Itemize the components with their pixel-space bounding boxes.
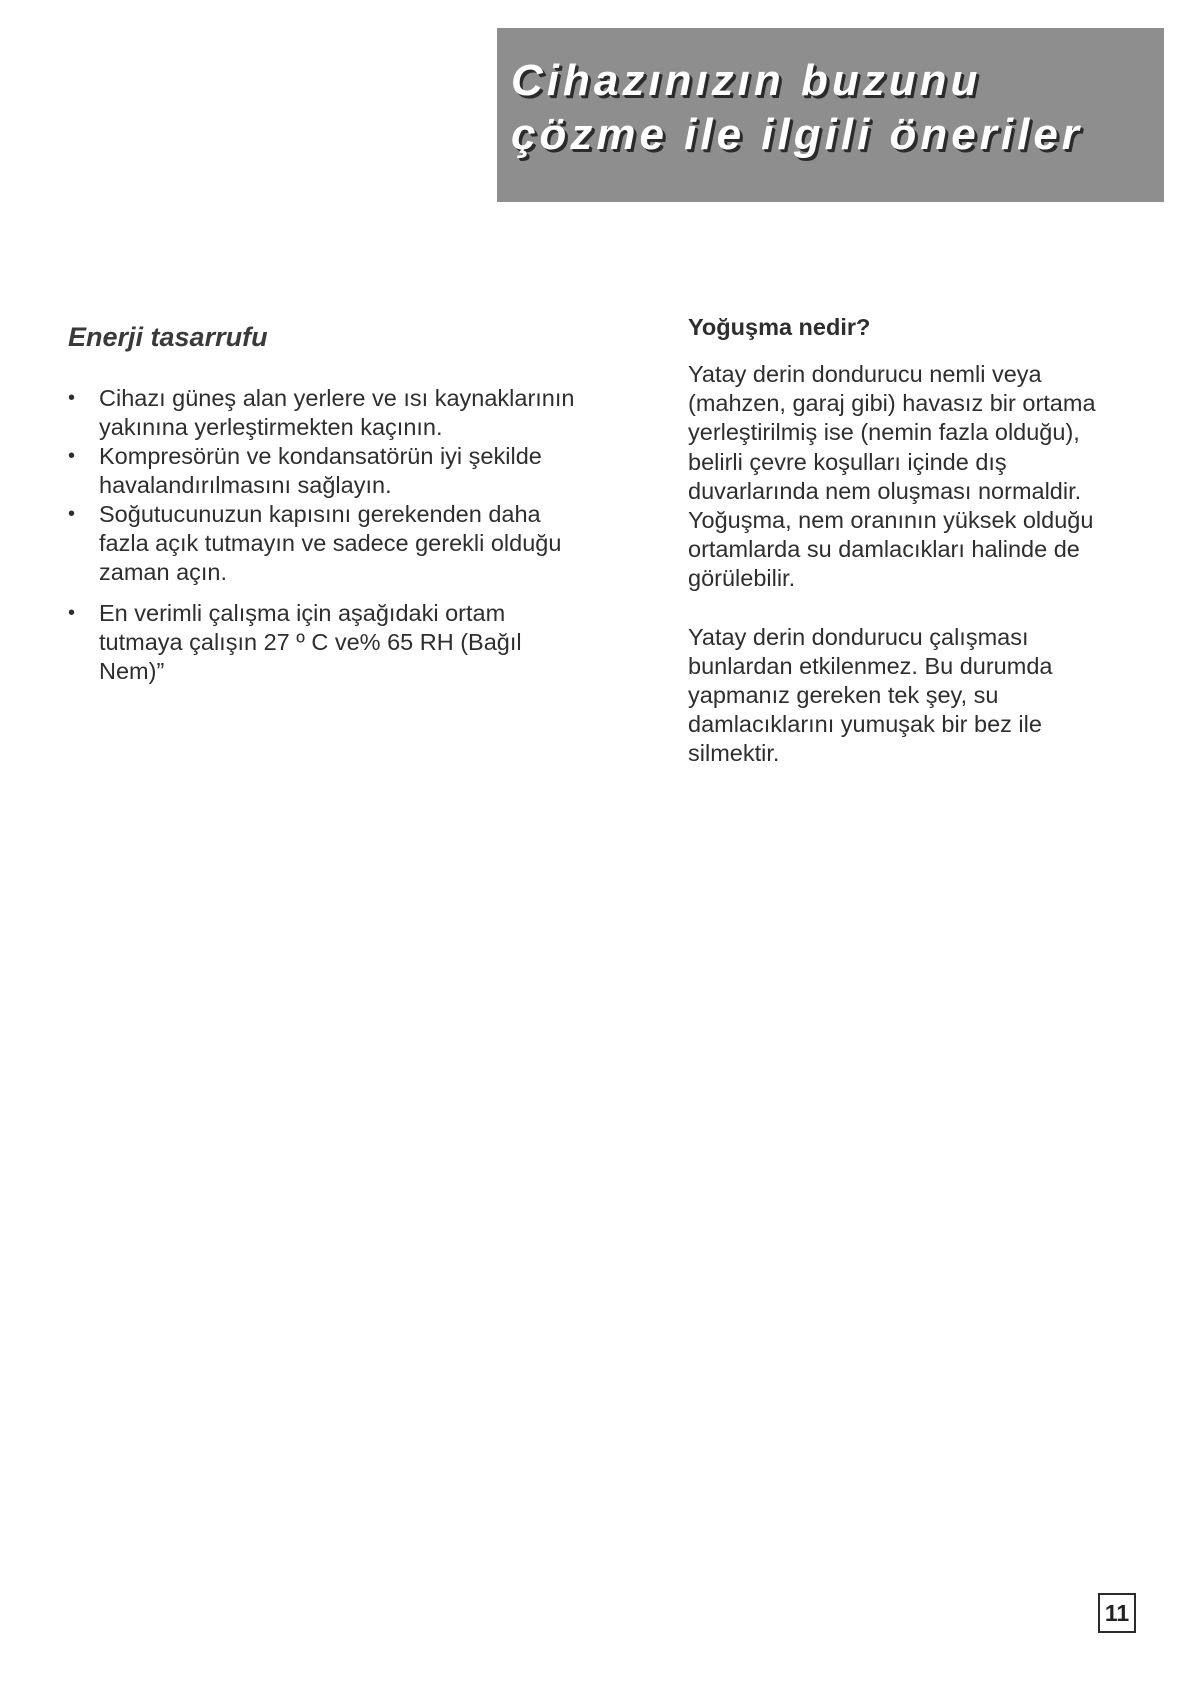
list-item-text: Kompresörün ve kondansatörün iyi şekilde havalandırılmasını sağlayın. — [99, 443, 542, 498]
list-item — [68, 384, 648, 442]
list-item — [68, 599, 648, 686]
energy-saving-heading: Enerji tasarrufu — [68, 322, 268, 352]
bullet-icon: • — [68, 445, 76, 467]
condensation-paragraph-1: Yatay derin dondurucu nemli veya (mahzen, garaj gibi) havasız bir ortama yerleştirilmiş ise (nemin fazla olduğu), belirli çevre koşulları içinde dış duvarlarında nem oluşması normaldir. Yoğuşma, nem oranının yüksek olduğu ortamlarda su damlacıkları halinde de görülebilir. — [688, 361, 1096, 592]
list-item — [68, 500, 648, 587]
condensation-paragraph-2: Yatay derin dondurucu çalışması bunlardan etkilenmez. Bu durumda yapmanız gereken tek şey, su damlacıklarını yumuşak bir bez ile silmektir. — [688, 623, 1053, 767]
list-item — [68, 442, 648, 500]
page-title-line-1: Cihazınızın buzunu — [511, 56, 982, 105]
bullet-icon: • — [68, 503, 76, 525]
list-item-text: Cihazı güneş alan yerlere ve ısı kaynaklarının yakınına yerleştirmekten kaçının. — [99, 385, 575, 440]
list-item-text: En verimli çalışma için aşağıdaki ortam tutmaya çalışın 27 º C ve% 65 RH (Bağıl Nem)” — [99, 600, 522, 684]
condensation-section — [688, 310, 1158, 769]
title-banner — [497, 28, 1164, 202]
bullet-icon: • — [68, 387, 76, 409]
bullet-icon: • — [68, 602, 76, 624]
page-number: 11 — [1098, 1593, 1136, 1633]
energy-saving-section — [68, 318, 648, 686]
energy-saving-list — [68, 384, 648, 686]
condensation-heading: Yoğuşma nedir? — [688, 314, 871, 340]
list-item-text: Soğutucunuzun kapısını gerekenden daha fazla açık tutmayın ve sadece gerekli olduğu zaman açın. — [99, 501, 562, 585]
page-title-line-2: çözme ile ilgili öneriler — [511, 110, 1083, 159]
